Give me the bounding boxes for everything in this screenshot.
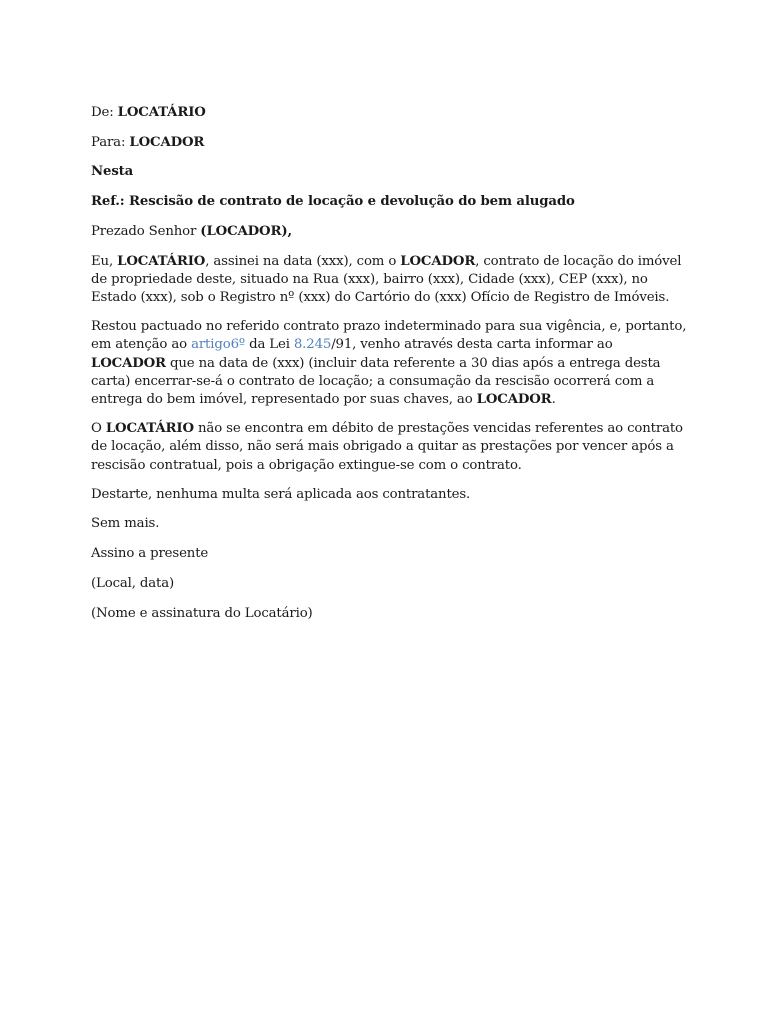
from-line (91, 104, 688, 122)
place-date-line: (Local, data) (91, 575, 175, 591)
reference-text: Ref.: Rescisão de contrato de locação e devolução do bem alugado (91, 194, 575, 210)
to-line (91, 134, 688, 152)
p2-bold-2: LOCADOR (476, 391, 552, 407)
p2-text-4: que na data de (xxx) (incluir data referente a 30 dias após a entrega desta carta) encerrar-se-á o contrato de locação; a consumação da rescisão ocorrerá com a entrega do bem imóvel, representado por suas chaves, ao (91, 355, 661, 407)
p2-text-3: /91, venho através desta carta informar ao (331, 337, 613, 353)
to-value: LOCADOR (129, 134, 205, 150)
salutation-line (91, 223, 688, 241)
paragraph-3 (91, 420, 688, 475)
p2-text-1: Restou pactuado no referido contrato prazo indeterminado para sua vigência, e, portanto, em atenção ao (91, 319, 687, 353)
salutation-text: Prezado Senhor (91, 223, 197, 239)
signature-intro: Assino a presente (91, 546, 209, 562)
p3-text-1: O (91, 421, 102, 437)
p1-bold-2: LOCADOR (400, 253, 476, 269)
from-value: LOCATÁRIO (117, 105, 206, 120)
to-label: Para: (91, 134, 126, 150)
closing-line: Sem mais. (91, 516, 160, 532)
paragraph-2 (91, 318, 688, 409)
signature-line: (Nome e assinatura do Locatário) (91, 605, 313, 621)
p1-text-2: , assinei na data (xxx), com o (205, 253, 397, 269)
from-label: De: (91, 105, 114, 120)
location-line (91, 163, 688, 181)
p1-bold-1: LOCATÁRIO (117, 253, 206, 269)
p3-bold-1: LOCATÁRIO (105, 421, 194, 437)
p2-text-5: . (551, 391, 556, 407)
artigo-link[interactable]: artigo6º (191, 337, 245, 353)
reference-line (91, 193, 688, 211)
paragraph-4: Destarte, nenhuma multa será aplicada aos contratantes. (91, 486, 471, 502)
p2-text-2: da Lei (249, 337, 290, 353)
p2-bold-1: LOCADOR (91, 355, 166, 371)
p3-text-2: não se encontra em débito de prestações vencidas referentes ao contrato de locação, além disso, não será mais obrigado a quitar as prestações por vencer após a rescisão contratual, pois a obrigação extingue-se com o contrato. (91, 421, 683, 473)
paragraph-1 (91, 253, 688, 308)
salutation-name: (LOCADOR), (200, 223, 293, 239)
p1-text-1: Eu, (91, 253, 114, 269)
p1-text-3: , contrato de locação do imóvel de propriedade deste, situado na Rua (xxx), bairro (xxx), Cidade (xxx), CEP (xxx), no Estado (xxx), sob o Registro nº (xxx) do Cartório do (xxx) Ofício de Registro de Imóveis. (91, 253, 682, 305)
lei-link[interactable]: 8.245 (293, 337, 332, 353)
location-text: Nesta (91, 164, 134, 180)
